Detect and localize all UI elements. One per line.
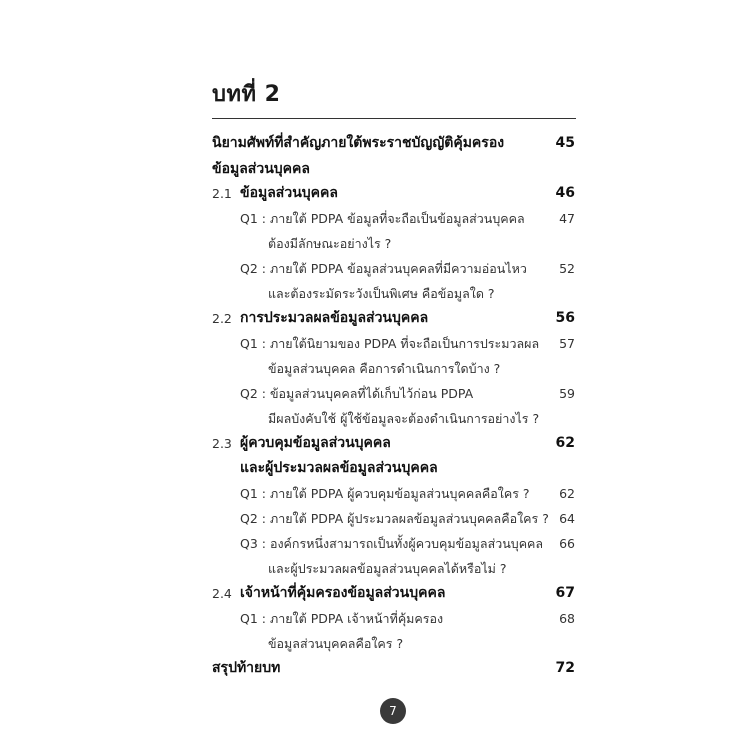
section-title: และผู้ประมวลผลข้อมูลส่วนบุคคล xyxy=(240,460,438,476)
toc-page-number: 64 xyxy=(559,511,575,526)
toc-section-2-4[interactable] xyxy=(0,581,750,606)
toc-page-number: 56 xyxy=(555,310,575,326)
section-title: ข้อมูลส่วนบุคคล xyxy=(240,185,338,201)
toc-section-2-3[interactable] xyxy=(0,431,750,456)
toc-question-cont xyxy=(0,406,750,431)
toc-section-cont xyxy=(0,456,750,481)
question-text: Q1 : ภายใต้นิยามของ PDPA ที่จะถือเป็นการประมวลผล xyxy=(240,336,540,351)
toc-page-number: 52 xyxy=(559,261,575,276)
toc-page-number: 67 xyxy=(555,585,575,601)
question-text: Q2 : ภายใต้ PDPA ข้อมูลส่วนบุคคลที่มีความอ่อนไหว xyxy=(240,261,527,276)
toc-entry-title: ข้อมูลส่วนบุคคล xyxy=(212,161,310,177)
toc-page-number: 62 xyxy=(555,435,575,451)
question-text: Q1 : ภายใต้ PDPA ผู้ควบคุมข้อมูลส่วนบุคคลคือใคร ? xyxy=(240,486,530,501)
section-title: การประมวลผลข้อมูลส่วนบุคคล xyxy=(240,310,429,326)
toc-question-cont xyxy=(0,556,750,581)
title-divider xyxy=(212,118,576,119)
section-title: เจ้าหน้าที่คุ้มครองข้อมูลส่วนบุคคล xyxy=(240,585,446,601)
toc-page-number: 62 xyxy=(559,486,575,501)
question-text: Q1 : ภายใต้ PDPA ข้อมูลที่จะถือเป็นข้อมูลส่วนบุคคล xyxy=(240,211,525,226)
toc-page-number: 66 xyxy=(559,536,575,551)
toc-entry-intro-cont xyxy=(0,157,750,182)
toc-question-2-3-q1[interactable] xyxy=(0,481,750,506)
toc-page-number: 47 xyxy=(559,211,575,226)
question-text: Q1 : ภายใต้ PDPA เจ้าหน้าที่คุ้มครอง xyxy=(240,611,444,626)
page-number-badge: 7 xyxy=(380,698,406,724)
toc-question-cont xyxy=(0,631,750,656)
toc-question-2-2-q1[interactable] xyxy=(0,331,750,356)
toc-question-2-1-q1[interactable] xyxy=(0,206,750,231)
toc-question-2-1-q2[interactable] xyxy=(0,256,750,281)
question-text: มีผลบังคับใช้ ผู้ใช้ข้อมูลจะต้องดำเนินการอย่างไร ? xyxy=(268,411,540,426)
toc-entry-title: นิยามศัพท์ที่สำคัญภายใต้พระราชบัญญัติคุ้มครอง xyxy=(212,135,505,151)
section-number: 2.3 xyxy=(212,436,232,451)
question-text: ข้อมูลส่วนบุคคล คือการดำเนินการใดบ้าง ? xyxy=(268,361,501,376)
question-text: Q3 : องค์กรหนึ่งสามารถเป็นทั้งผู้ควบคุมข้อมูลส่วนบุคคล xyxy=(240,536,544,551)
question-text: Q2 : ข้อมูลส่วนบุคคลที่ได้เก็บไว้ก่อน PDPA xyxy=(240,386,474,401)
question-text: ข้อมูลส่วนบุคคลคือใคร ? xyxy=(268,636,404,651)
question-text: Q2 : ภายใต้ PDPA ผู้ประมวลผลข้อมูลส่วนบุคคลคือใคร ? xyxy=(240,511,549,526)
toc-question-cont xyxy=(0,356,750,381)
toc-section-2-1[interactable] xyxy=(0,181,750,206)
toc-question-2-2-q2[interactable] xyxy=(0,381,750,406)
section-number: 2.4 xyxy=(212,586,232,601)
toc-question-cont xyxy=(0,231,750,256)
toc-question-2-3-q2[interactable] xyxy=(0,506,750,531)
toc-page-number: 57 xyxy=(559,336,575,351)
toc-question-cont xyxy=(0,281,750,306)
toc-section-2-2[interactable] xyxy=(0,306,750,331)
question-text: และต้องระมัดระวังเป็นพิเศษ คือข้อมูลใด ? xyxy=(268,286,495,301)
toc-page-number: 45 xyxy=(555,135,575,151)
toc-question-2-3-q3[interactable] xyxy=(0,531,750,556)
toc-entry-title: สรุปท้ายบท xyxy=(212,660,281,676)
section-number: 2.1 xyxy=(212,186,232,201)
question-text: และผู้ประมวลผลข้อมูลส่วนบุคคลได้หรือไม่ ? xyxy=(268,561,507,576)
section-title: ผู้ควบคุมข้อมูลส่วนบุคคล xyxy=(240,435,391,451)
toc-page-number: 59 xyxy=(559,386,575,401)
toc-entry-summary[interactable] xyxy=(0,656,750,681)
toc-entry-intro[interactable] xyxy=(0,131,750,156)
section-number: 2.2 xyxy=(212,311,232,326)
toc-page-number: 72 xyxy=(555,660,575,676)
toc-page-number: 68 xyxy=(559,611,575,626)
toc-page-number: 46 xyxy=(555,185,575,201)
toc-question-2-4-q1[interactable] xyxy=(0,606,750,631)
question-text: ต้องมีลักษณะอย่างไร ? xyxy=(268,236,392,251)
chapter-title: บทที่ 2 xyxy=(212,82,281,107)
